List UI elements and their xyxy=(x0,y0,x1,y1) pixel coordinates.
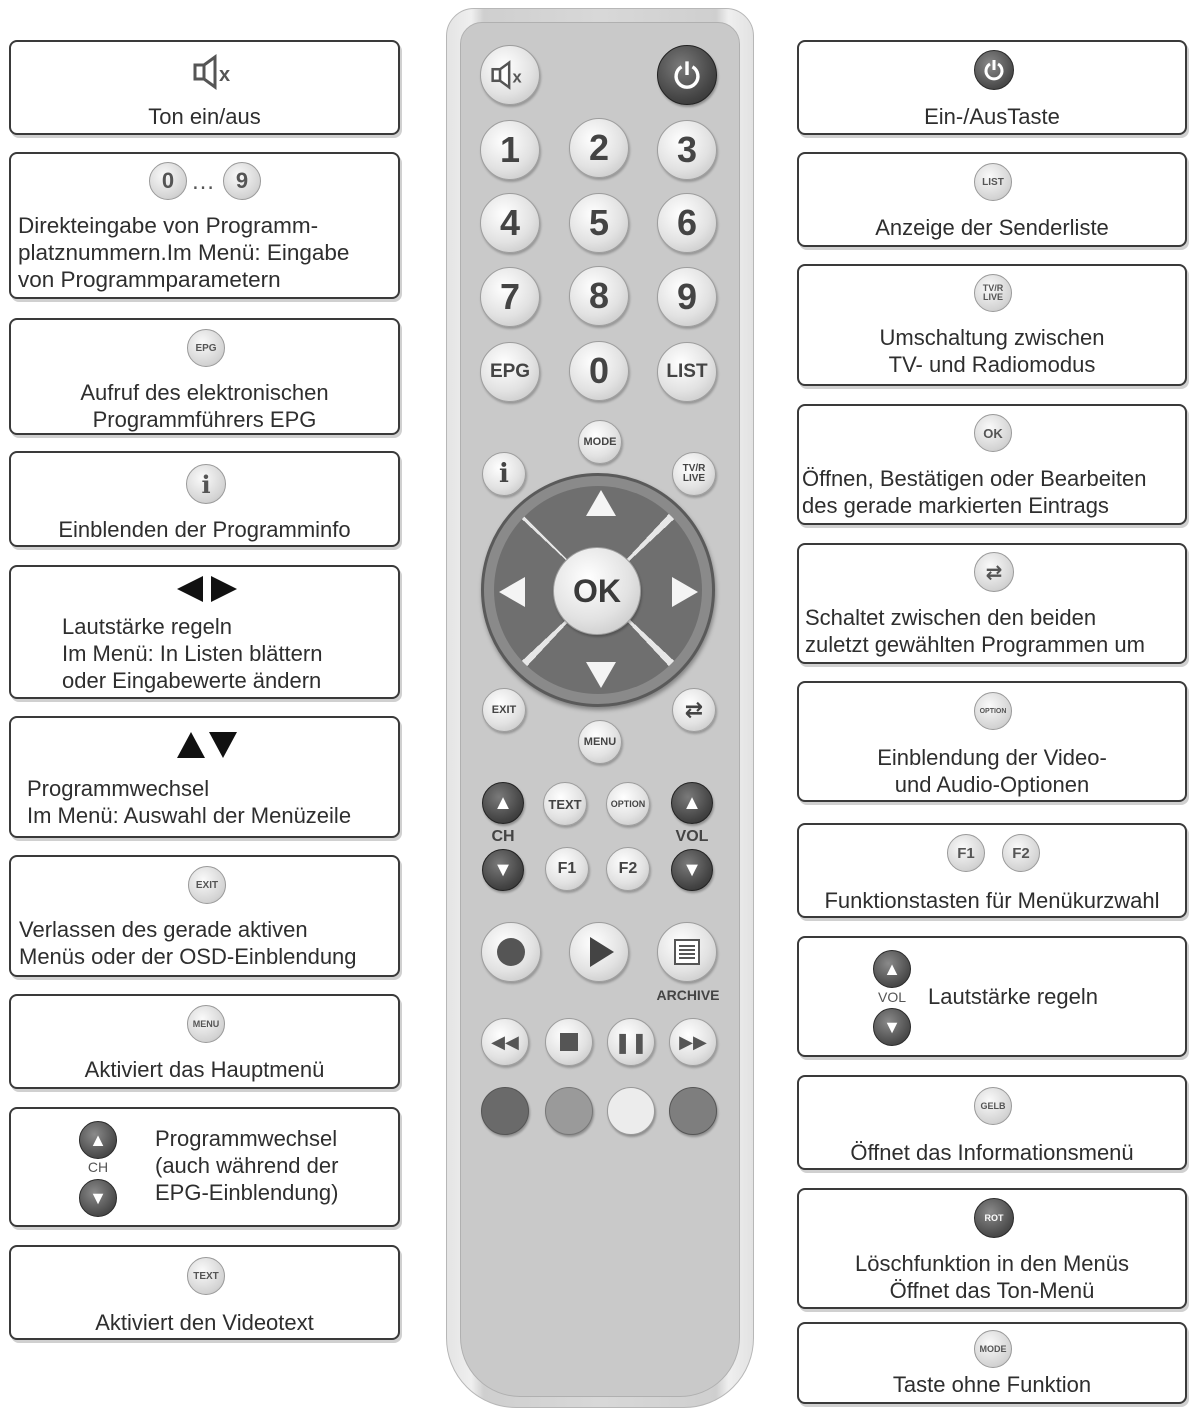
option-icon: OPTION xyxy=(974,692,1012,730)
remote-color-key-yellow[interactable] xyxy=(607,1087,655,1135)
card-mode-text: Taste ohne Funktion xyxy=(892,1372,1092,1397)
ch-icon-label: CH xyxy=(87,1159,109,1175)
card-text-text: Aktiviert den Videotext xyxy=(95,1310,314,1335)
remote-vol-label: VOL xyxy=(675,828,709,845)
card-vol-text: Lautstärke regeln xyxy=(928,984,1098,1009)
card-ch xyxy=(9,1107,400,1227)
remote-digit-2[interactable]: 2 xyxy=(569,118,629,178)
archive-icon xyxy=(672,937,702,967)
remote-mute-button[interactable] xyxy=(480,45,540,105)
remote-down-button[interactable] xyxy=(586,662,616,688)
swap-icon: ⇄ xyxy=(974,552,1014,592)
remote-right-button[interactable] xyxy=(672,577,698,607)
card-fkeys-text: Funktionstasten für Menükurzwahl xyxy=(824,888,1160,913)
card-fkeys xyxy=(797,823,1187,918)
remote-digit-9[interactable]: 9 xyxy=(657,267,717,327)
card-info xyxy=(9,451,400,547)
remote-color-key-red[interactable] xyxy=(481,1087,529,1135)
card-leftright-text: Lautstärke regeln Im Menü: In Listen blättern oder Eingabewerte ändern xyxy=(62,614,323,693)
remote-exit-button[interactable]: EXIT xyxy=(482,688,526,732)
remote-archive-button[interactable] xyxy=(657,922,717,982)
digit-zero-icon: 0 xyxy=(149,162,187,200)
remote-digit-1[interactable]: 1 xyxy=(480,120,540,180)
remote-record-button[interactable] xyxy=(481,922,541,982)
remote-digit-7[interactable]: 7 xyxy=(480,267,540,327)
card-list xyxy=(797,152,1187,247)
record-icon xyxy=(497,938,525,966)
remote-tvr-button[interactable]: TV/R LIVE xyxy=(672,452,716,496)
card-ok xyxy=(797,404,1187,525)
svg-text:x: x xyxy=(512,67,522,87)
card-menu xyxy=(9,994,400,1089)
list-icon: LIST xyxy=(974,163,1012,201)
remote-forward-button[interactable]: ▶▶ xyxy=(669,1018,717,1066)
remote-ok-button[interactable]: OK xyxy=(553,547,641,635)
card-mute xyxy=(9,40,400,135)
card-tvr xyxy=(797,264,1187,386)
card-ok-text: Öffnen, Bestätigen oder Bearbeiten des gerade markierten Eintrags xyxy=(802,466,1147,518)
ok-icon: OK xyxy=(974,414,1012,452)
remote-mode-button[interactable]: MODE xyxy=(578,420,622,464)
stop-icon xyxy=(560,1033,578,1051)
tv-radio-icon: TV/R LIVE xyxy=(974,274,1012,312)
ch-down-icon: ▼ xyxy=(79,1179,117,1217)
remote-digit-4[interactable]: 4 xyxy=(480,193,540,253)
menu-icon: MENU xyxy=(187,1005,225,1043)
card-power xyxy=(797,40,1187,135)
remote-text-button[interactable]: TEXT xyxy=(543,782,587,826)
yellow-key-icon: GELB xyxy=(974,1087,1012,1125)
remote-rewind-button[interactable]: ◀◀ xyxy=(481,1018,529,1066)
speaker-mute-icon xyxy=(193,54,239,90)
card-option-text: Einblendung der Video- und Audio-Optionen xyxy=(877,745,1107,797)
card-gelb xyxy=(797,1075,1187,1170)
remote-pause-button[interactable]: ❚❚ xyxy=(607,1018,655,1066)
remote-power-button[interactable] xyxy=(657,45,717,105)
vol-up-icon: ▲ xyxy=(873,950,911,988)
remote-archive-label: ARCHIVE xyxy=(656,987,720,1003)
card-updown xyxy=(9,716,400,838)
svg-text:x: x xyxy=(219,64,231,86)
left-right-arrows-icon xyxy=(175,574,239,604)
power-icon xyxy=(672,60,702,90)
remote-digit-3[interactable]: 3 xyxy=(657,120,717,180)
card-digits xyxy=(9,152,400,299)
remote-color-key-blue[interactable] xyxy=(669,1087,717,1135)
remote-ch-up-button[interactable]: ▲ xyxy=(482,782,524,824)
card-mode xyxy=(797,1322,1187,1404)
remote-info-button[interactable]: i xyxy=(482,452,526,496)
vol-down-icon: ▼ xyxy=(873,1008,911,1046)
remote-digit-8[interactable]: 8 xyxy=(569,266,629,326)
mode-icon: MODE xyxy=(974,1330,1012,1368)
card-gelb-text: Öffnet das Informationsmenü xyxy=(850,1140,1134,1165)
remote-epg-button[interactable]: EPG xyxy=(480,342,540,402)
remote-up-button[interactable] xyxy=(586,490,616,516)
remote-stop-button[interactable] xyxy=(545,1018,593,1066)
card-rot xyxy=(797,1188,1187,1309)
remote-vol-up-button[interactable]: ▲ xyxy=(671,782,713,824)
red-key-icon: ROT xyxy=(974,1198,1014,1238)
ellipsis-glyph: … xyxy=(191,168,215,195)
info-icon: i xyxy=(186,464,226,504)
card-vol xyxy=(797,936,1187,1057)
epg-icon: EPG xyxy=(187,329,225,367)
card-swap xyxy=(797,543,1187,664)
card-power-text: Ein-/AusTaste xyxy=(924,104,1060,129)
teletext-icon: TEXT xyxy=(187,1257,225,1295)
remote-swap-button[interactable]: ⇄ xyxy=(672,688,716,732)
remote-list-button[interactable]: LIST xyxy=(657,342,717,402)
card-exit xyxy=(9,855,400,977)
remote-digit-6[interactable]: 6 xyxy=(657,193,717,253)
card-mute-text: Ton ein/aus xyxy=(148,104,261,129)
card-exit-text: Verlassen des gerade aktiven Menüs oder der OSD-Einblendung xyxy=(19,917,357,969)
card-ch-text: Programmwechsel (auch während der EPG-Einblendung) xyxy=(155,1126,339,1205)
card-rot-text: Löschfunktion in den Menüs Öffnet das Ton-Menü xyxy=(855,1251,1129,1303)
f2-icon: F2 xyxy=(1002,834,1040,872)
remote-vol-down-button[interactable]: ▼ xyxy=(671,849,713,891)
card-epg-text: Aufruf des elektronischen Programmführers EPG xyxy=(80,380,329,432)
remote-digit-5[interactable]: 5 xyxy=(569,193,629,253)
card-leftright xyxy=(9,565,400,699)
remote-digit-0[interactable]: 0 xyxy=(569,341,629,401)
card-updown-text: Programmwechsel Im Menü: Auswahl der Menüzeile xyxy=(27,776,352,828)
card-swap-text: Schaltet zwischen den beiden zuletzt gewählten Programmen um xyxy=(805,605,1145,657)
card-option xyxy=(797,681,1187,802)
card-tvr-text: Umschaltung zwischen TV- und Radiomodus xyxy=(879,325,1105,377)
remote-color-key-green[interactable] xyxy=(545,1087,593,1135)
digit-nine-icon: 9 xyxy=(223,162,261,200)
card-info-text: Einblenden der Programminfo xyxy=(58,517,351,542)
card-digits-text: Direkteingabe von Programm- platznummern.Im Menü: Eingabe von Programmparametern xyxy=(18,213,350,292)
play-icon xyxy=(590,937,614,967)
ch-up-icon: ▲ xyxy=(79,1121,117,1159)
remote-menu-button[interactable]: MENU xyxy=(578,720,622,764)
remote-option-button[interactable]: OPTION xyxy=(606,782,650,826)
vol-icon-label: VOL xyxy=(877,989,906,1005)
power-icon xyxy=(974,50,1014,90)
f1-icon: F1 xyxy=(947,834,985,872)
up-down-arrows-icon xyxy=(177,730,237,760)
exit-icon: EXIT xyxy=(188,866,226,904)
remote-play-button[interactable] xyxy=(569,922,629,982)
card-list-text: Anzeige der Senderliste xyxy=(875,215,1109,240)
remote-f1-button[interactable]: F1 xyxy=(545,847,589,891)
card-epg xyxy=(9,318,400,435)
remote-left-button[interactable] xyxy=(499,577,525,607)
card-menu-text: Aktiviert das Hauptmenü xyxy=(84,1057,325,1082)
remote-ch-down-button[interactable]: ▼ xyxy=(482,849,524,891)
remote-f2-button[interactable]: F2 xyxy=(606,847,650,891)
speaker-mute-icon xyxy=(491,60,529,90)
card-text xyxy=(9,1245,400,1340)
remote-ch-label: CH xyxy=(491,828,515,845)
